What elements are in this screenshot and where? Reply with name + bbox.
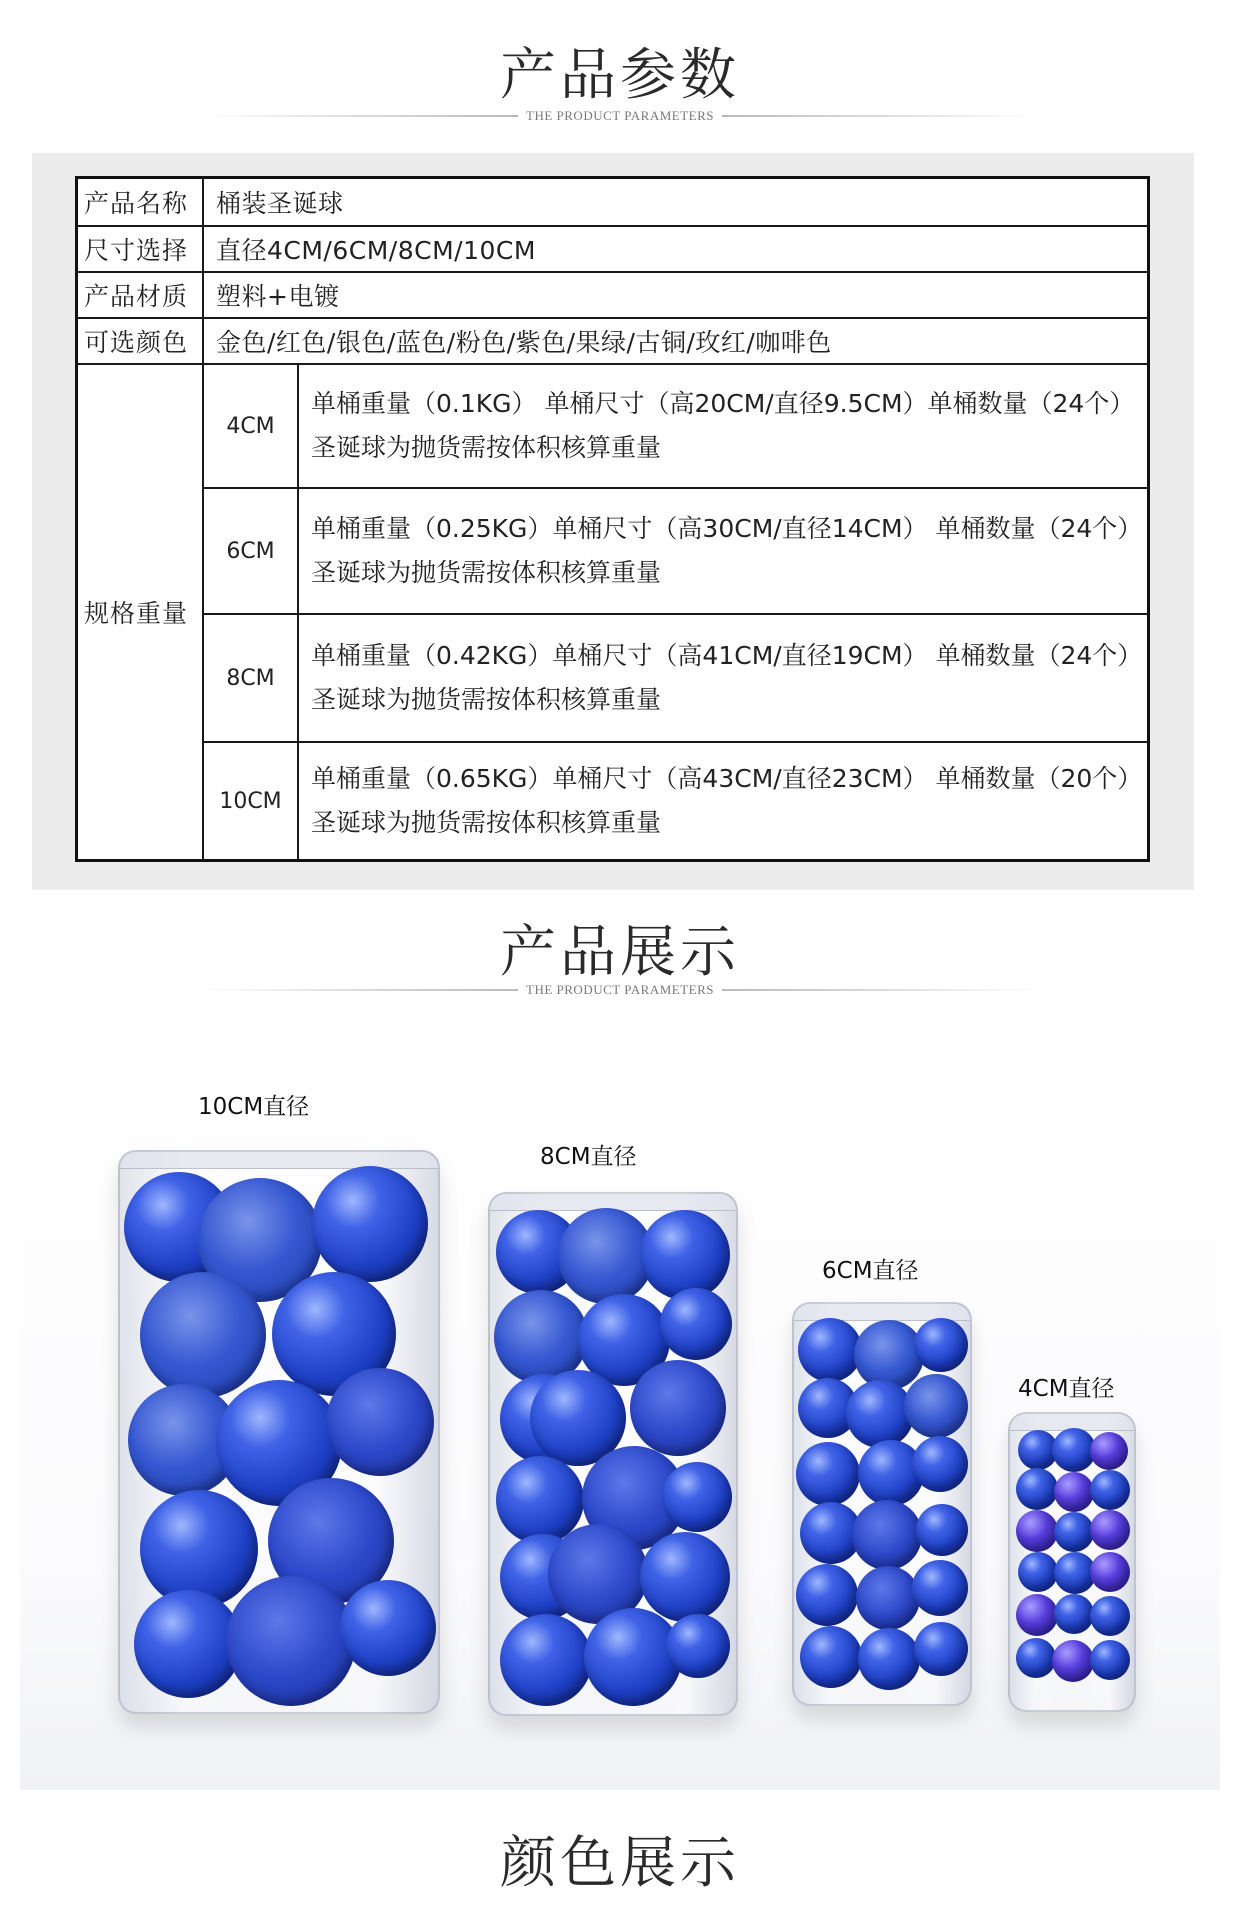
section-heading-display bbox=[0, 920, 1240, 985]
ornament-ball bbox=[226, 1576, 356, 1706]
ornament-ball bbox=[140, 1272, 266, 1398]
row-label: 产品名称 bbox=[78, 179, 204, 225]
divider-line bbox=[200, 989, 518, 991]
ornament-ball bbox=[800, 1626, 862, 1688]
ornament-ball bbox=[796, 1564, 858, 1626]
ornament-ball bbox=[666, 1614, 730, 1678]
section-subtitle: THE PRODUCT PARAMETERS bbox=[526, 982, 714, 997]
tube-10cm bbox=[118, 1150, 440, 1714]
ornament-ball bbox=[1090, 1510, 1130, 1550]
size-label-8cm: 8CM直径 bbox=[540, 1144, 637, 1170]
table-row bbox=[78, 319, 1147, 365]
size-label-4cm: 4CM直径 bbox=[1018, 1376, 1115, 1402]
ornament-ball bbox=[858, 1628, 920, 1690]
row-value: 桶装圣诞球 bbox=[216, 189, 344, 218]
section-title: 产品参数 bbox=[500, 43, 740, 108]
table-row bbox=[78, 273, 1147, 319]
spec-line-1: 单桶重量（0.65KG）单桶尺寸（高43CM/直径23CM） 单桶数量（20个） bbox=[311, 764, 1143, 793]
ornament-ball bbox=[846, 1380, 914, 1448]
heading-divider bbox=[200, 980, 1040, 1000]
ornament-ball bbox=[1090, 1596, 1130, 1636]
row-label: 可选颜色 bbox=[78, 319, 204, 363]
ornament-ball bbox=[854, 1320, 924, 1390]
row-label: 尺寸选择 bbox=[78, 227, 204, 271]
ornament-ball bbox=[798, 1318, 862, 1382]
spec-row bbox=[204, 615, 1147, 743]
row-value: 直径4CM/6CM/8CM/10CM bbox=[216, 236, 536, 265]
section-heading-parameters bbox=[0, 43, 1240, 108]
ornament-ball bbox=[1054, 1594, 1094, 1634]
row-value: 塑料+电镀 bbox=[216, 282, 340, 311]
ornament-ball bbox=[1090, 1640, 1130, 1680]
spec-row bbox=[204, 365, 1147, 489]
row-value: 金色/红色/银色/蓝色/粉色/紫色/果绿/古铜/玫红/咖啡色 bbox=[216, 328, 832, 357]
ornament-ball bbox=[856, 1566, 920, 1630]
spec-line-1: 单桶重量（0.25KG）单桶尺寸（高30CM/直径14CM） 单桶数量（24个） bbox=[311, 514, 1143, 543]
spec-row bbox=[204, 743, 1147, 859]
spec-size: 4CM bbox=[204, 365, 299, 487]
size-label-6cm: 6CM直径 bbox=[822, 1258, 919, 1284]
spec-description bbox=[299, 743, 1147, 859]
ornament-ball bbox=[1016, 1468, 1058, 1510]
tube-8cm bbox=[488, 1192, 738, 1716]
ornament-ball bbox=[662, 1462, 732, 1532]
spec-size: 8CM bbox=[204, 615, 299, 741]
spec-group-label: 规格重量 bbox=[78, 365, 204, 859]
ornament-ball bbox=[1018, 1552, 1058, 1592]
heading-divider bbox=[200, 106, 1040, 126]
ornament-ball bbox=[904, 1374, 968, 1438]
ornament-ball bbox=[1016, 1638, 1056, 1678]
ornament-ball bbox=[1052, 1640, 1094, 1682]
ornament-ball bbox=[852, 1500, 922, 1570]
spec-description bbox=[299, 489, 1147, 613]
spec-line-2: 圣诞球为抛货需按体积核算重量 bbox=[311, 433, 662, 462]
section-title: 产品展示 bbox=[500, 920, 740, 985]
ornament-ball bbox=[1090, 1552, 1130, 1592]
ornament-ball bbox=[640, 1210, 730, 1300]
ornament-ball bbox=[630, 1360, 726, 1456]
ornament-ball bbox=[326, 1368, 434, 1476]
ornament-ball bbox=[312, 1166, 428, 1282]
section-heading-colors bbox=[0, 1831, 1240, 1896]
ornament-ball bbox=[914, 1318, 968, 1372]
spec-description bbox=[299, 365, 1147, 487]
spec-description bbox=[299, 615, 1147, 741]
ornament-ball bbox=[796, 1442, 860, 1506]
tube-lid bbox=[120, 1152, 438, 1169]
ornament-ball bbox=[640, 1532, 730, 1622]
tube-6cm bbox=[792, 1302, 972, 1706]
ornament-ball bbox=[1090, 1432, 1128, 1470]
ornament-ball bbox=[1016, 1594, 1058, 1636]
divider-line bbox=[722, 115, 1040, 117]
spec-table bbox=[75, 176, 1150, 862]
spec-weight-group bbox=[78, 365, 1147, 859]
ornament-ball bbox=[660, 1288, 732, 1360]
ornament-ball bbox=[1054, 1512, 1094, 1552]
spec-line-1: 单桶重量（0.1KG） 单桶尺寸（高20CM/直径9.5CM）单桶数量（24个） bbox=[311, 389, 1135, 418]
section-subtitle: THE PRODUCT PARAMETERS bbox=[526, 108, 714, 123]
divider-line bbox=[722, 989, 1040, 991]
spec-line-2: 圣诞球为抛货需按体积核算重量 bbox=[311, 808, 662, 837]
ornament-ball bbox=[912, 1560, 968, 1616]
ornament-ball bbox=[916, 1504, 968, 1556]
ornament-ball bbox=[912, 1436, 968, 1492]
spec-line-1: 单桶重量（0.42KG）单桶尺寸（高41CM/直径19CM） 单桶数量（24个） bbox=[311, 641, 1143, 670]
ornament-ball bbox=[1054, 1472, 1094, 1512]
spec-line-2: 圣诞球为抛货需按体积核算重量 bbox=[311, 558, 662, 587]
row-label: 产品材质 bbox=[78, 273, 204, 317]
spec-size: 10CM bbox=[204, 743, 299, 859]
ornament-ball bbox=[500, 1614, 592, 1706]
spec-row bbox=[204, 489, 1147, 615]
spec-size: 6CM bbox=[204, 489, 299, 613]
ornament-ball bbox=[1090, 1470, 1130, 1510]
ornament-ball bbox=[914, 1622, 968, 1676]
tube-4cm bbox=[1008, 1412, 1136, 1712]
ornament-ball bbox=[340, 1580, 436, 1676]
spec-line-2: 圣诞球为抛货需按体积核算重量 bbox=[311, 685, 662, 714]
section-title: 颜色展示 bbox=[500, 1831, 740, 1896]
divider-line bbox=[200, 115, 518, 117]
size-label-10cm: 10CM直径 bbox=[198, 1094, 310, 1120]
table-row bbox=[78, 179, 1147, 227]
table-row bbox=[78, 227, 1147, 273]
ornament-ball bbox=[1016, 1510, 1058, 1552]
